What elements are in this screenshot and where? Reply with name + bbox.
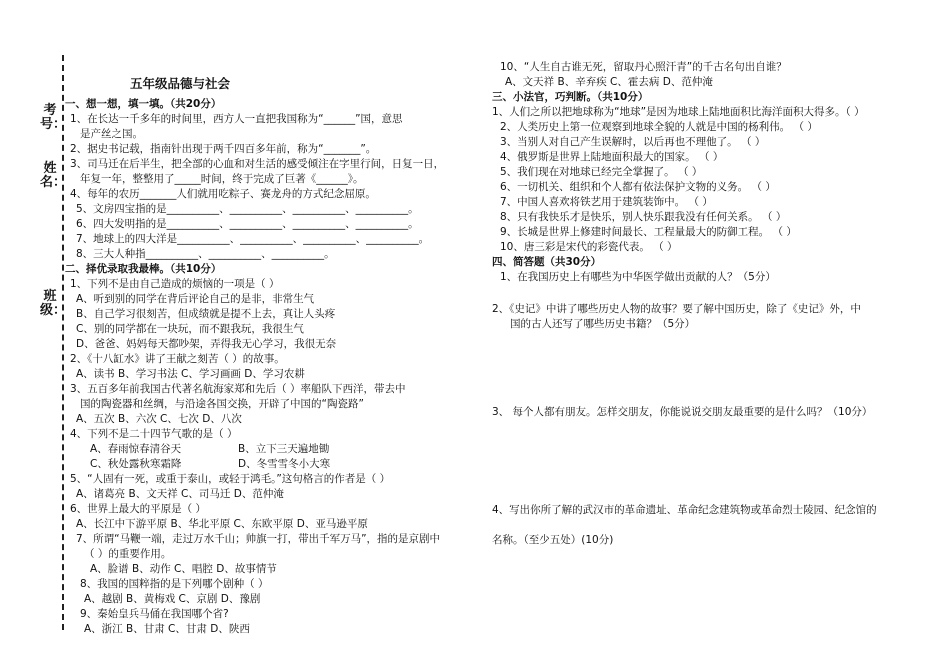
label-kaohao: 考号： [40, 103, 67, 132]
right-line: 10、“人生自古谁无死，留取丹心照汗青”的千古名句出自谁？ [500, 61, 787, 73]
label-banji: 班级： [40, 289, 67, 318]
left-line: A、脸谱 B、动作 C、唱腔 D、故事情节 [90, 563, 277, 575]
right-line: 4、俄罗斯是世界上陆地面积最大的国家。 （ ） [500, 151, 724, 163]
right-line: 7、中国人喜欢将铁艺用于建筑装饰中。 （ ） [500, 196, 713, 208]
right-line: 8、只有我快乐才是快乐，别人快乐跟我没有任何关系。 （ ） [500, 211, 787, 223]
right-line: 四、简答题（共30分） [492, 256, 602, 268]
left-line: A、诸葛亮 B、文天祥 C、司马迁 D、范仲淹 [76, 488, 284, 500]
left-line: 4、下列不是二十四节气歌的是（ ） [70, 428, 238, 440]
left-line: B、立下三天遍地锄 [238, 443, 330, 455]
left-line: C、秋处露秋寒霜降 [90, 458, 182, 470]
left-line: 6、四大发明指的是__________、__________、__________、__________。 [76, 218, 419, 230]
right-line: A、文天祥 B、辛弃疾 C、霍去病 D、范仲淹 [505, 76, 713, 88]
left-line: 1、在长达一千多年的时间里，西方人一直把我国称为“______”国，意思 [70, 113, 403, 125]
right-line: 5、我们现在对地球已经完全掌握了。 （ ） [500, 166, 703, 178]
left-line: 是产丝之国。 [80, 128, 143, 140]
left-line: 7、地球上的四大洋是__________、__________、__________、__________。 [76, 233, 430, 245]
left-line: A、听到别的同学在背后评论自己的是非，非常生气 [76, 293, 315, 305]
left-line: 3、司马迁在后半生，把全部的心血和对生活的感受倾注在字里行间，日复一日， [70, 158, 445, 170]
page-title: 五年级品德与社会 [130, 76, 231, 91]
right-line: 1、人们之所以把地球称为“地球”是因为地球上陆地面积比海洋面积大得多。（ ） [492, 106, 865, 118]
left-line: 二、择优录取我最棒。（共10分） [65, 263, 222, 275]
left-line: B、自己学习很刻苦，但成绩就是提不上去，真让人头疼 [76, 308, 336, 320]
binding-line [62, 55, 64, 630]
right-line: 3、当别人对自己产生误解时，以后再也不理他了。 （ ） [500, 136, 766, 148]
left-line: 4、每年的农历_______人们就用吃粽子、赛龙舟的方式纪念屈原。 [70, 188, 376, 200]
left-line: 8、我国的国粹指的是下列哪个剧种（ ） [80, 578, 269, 590]
right-line: 10、唐三彩是宋代的彩瓷代表。 （ ） [500, 241, 678, 253]
left-line: A、越剧 B、黄梅戏 C、京剧 D、豫剧 [84, 593, 261, 605]
left-line: 7、所谓“马鞭一端，走过万水千山；帅旗一打，带出千军万马”，指的是京剧中 [76, 533, 441, 545]
left-line: 国的陶瓷器和丝绸，与沿途各国交换，开辟了中国的“陶瓷路” [80, 398, 364, 410]
right-line: 4、写出你所了解的武汉市的革命遗址、革命纪念建筑物或革命烈士陵园、纪念馆的 [492, 504, 877, 516]
right-line: 6、一切机关、组织和个人都有依法保护文物的义务。 （ ） [500, 181, 776, 193]
left-line: 年复一年，整整用了_____时间，终于完成了巨著《______》。 [80, 173, 364, 185]
left-line: C、别的同学都在一块玩，而不跟我玩，我很生气 [76, 323, 304, 335]
left-line: 6、世界上最大的平原是（ ） [70, 503, 207, 515]
right-line: 3、 每个人都有朋友。怎样交朋友，你能说说交朋友最重要的是什么吗？（10分） [492, 406, 873, 418]
left-line: 2、据史书记载，指南针出现于两千四百多年前，称为“_______”。 [70, 143, 377, 155]
left-line: 5、文房四宝指的是__________、__________、__________、__________。 [76, 203, 419, 215]
right-line: 1、在我国历史上有哪些为中华医学做出贡献的人？（5分） [500, 271, 776, 283]
right-line: 9、长城是世界上修建时间最长、工程量最大的防御工程。 （ ） [500, 226, 797, 238]
left-line: D、冬雪雪冬小大寒 [238, 458, 331, 470]
left-line: 2、《十八缸水》讲了王献之刻苦（ ）的故事。 [70, 353, 285, 365]
left-line: 3、五百多年前我国古代著名航海家郑和先后（ ）率船队下西洋，带去中 [70, 383, 406, 395]
left-line: 1、下列不是由自己造成的烦恼的一项是（ ） [70, 278, 280, 290]
left-line: A、长江中下游平原 B、华北平原 C、东欧平原 D、亚马逊平原 [76, 518, 368, 530]
left-line: 5、“人固有一死，或重于泰山，或轻于鸿毛。”这句格言的作者是（ ） [70, 473, 391, 485]
left-line: A、春雨惊春清谷天 [90, 443, 182, 455]
left-line: D、爸爸、妈妈每天都吵架，弄得我无心学习，我很无奈 [76, 338, 337, 350]
right-line: 国的古人还写了哪些历史书籍？（5分） [510, 318, 696, 330]
left-line: A、五次 B、六次 C、七次 D、八次 [76, 413, 242, 425]
left-line: 一、想一想，填一填。（共20分） [65, 98, 222, 110]
right-line: 名称。（至少五处）(10分) [492, 534, 614, 546]
right-line: 三、小法官，巧判断。（共10分） [492, 91, 649, 103]
left-line: 8、三大人种指__________、__________、__________。 [76, 248, 335, 260]
left-line: （ ）的重要作用。 [84, 548, 172, 560]
right-line: 2、《史记》中讲了哪些历史人物的故事？要了解中国历史，除了《史记》外，中 [492, 303, 861, 315]
label-xingming: 姓名： [40, 161, 67, 190]
left-line: 9、秦始皇兵马俑在我国哪个省? [80, 608, 229, 620]
left-line: A、浙江 B、甘肃 C、甘肃 D、陕西 [84, 623, 250, 635]
left-line: A、读书 B、学习书法 C、学习画画 D、学习农耕 [76, 368, 305, 380]
right-line: 2、人类历史上第一位观察到地球全貌的人就是中国的杨利伟。 （ ） [500, 121, 818, 133]
